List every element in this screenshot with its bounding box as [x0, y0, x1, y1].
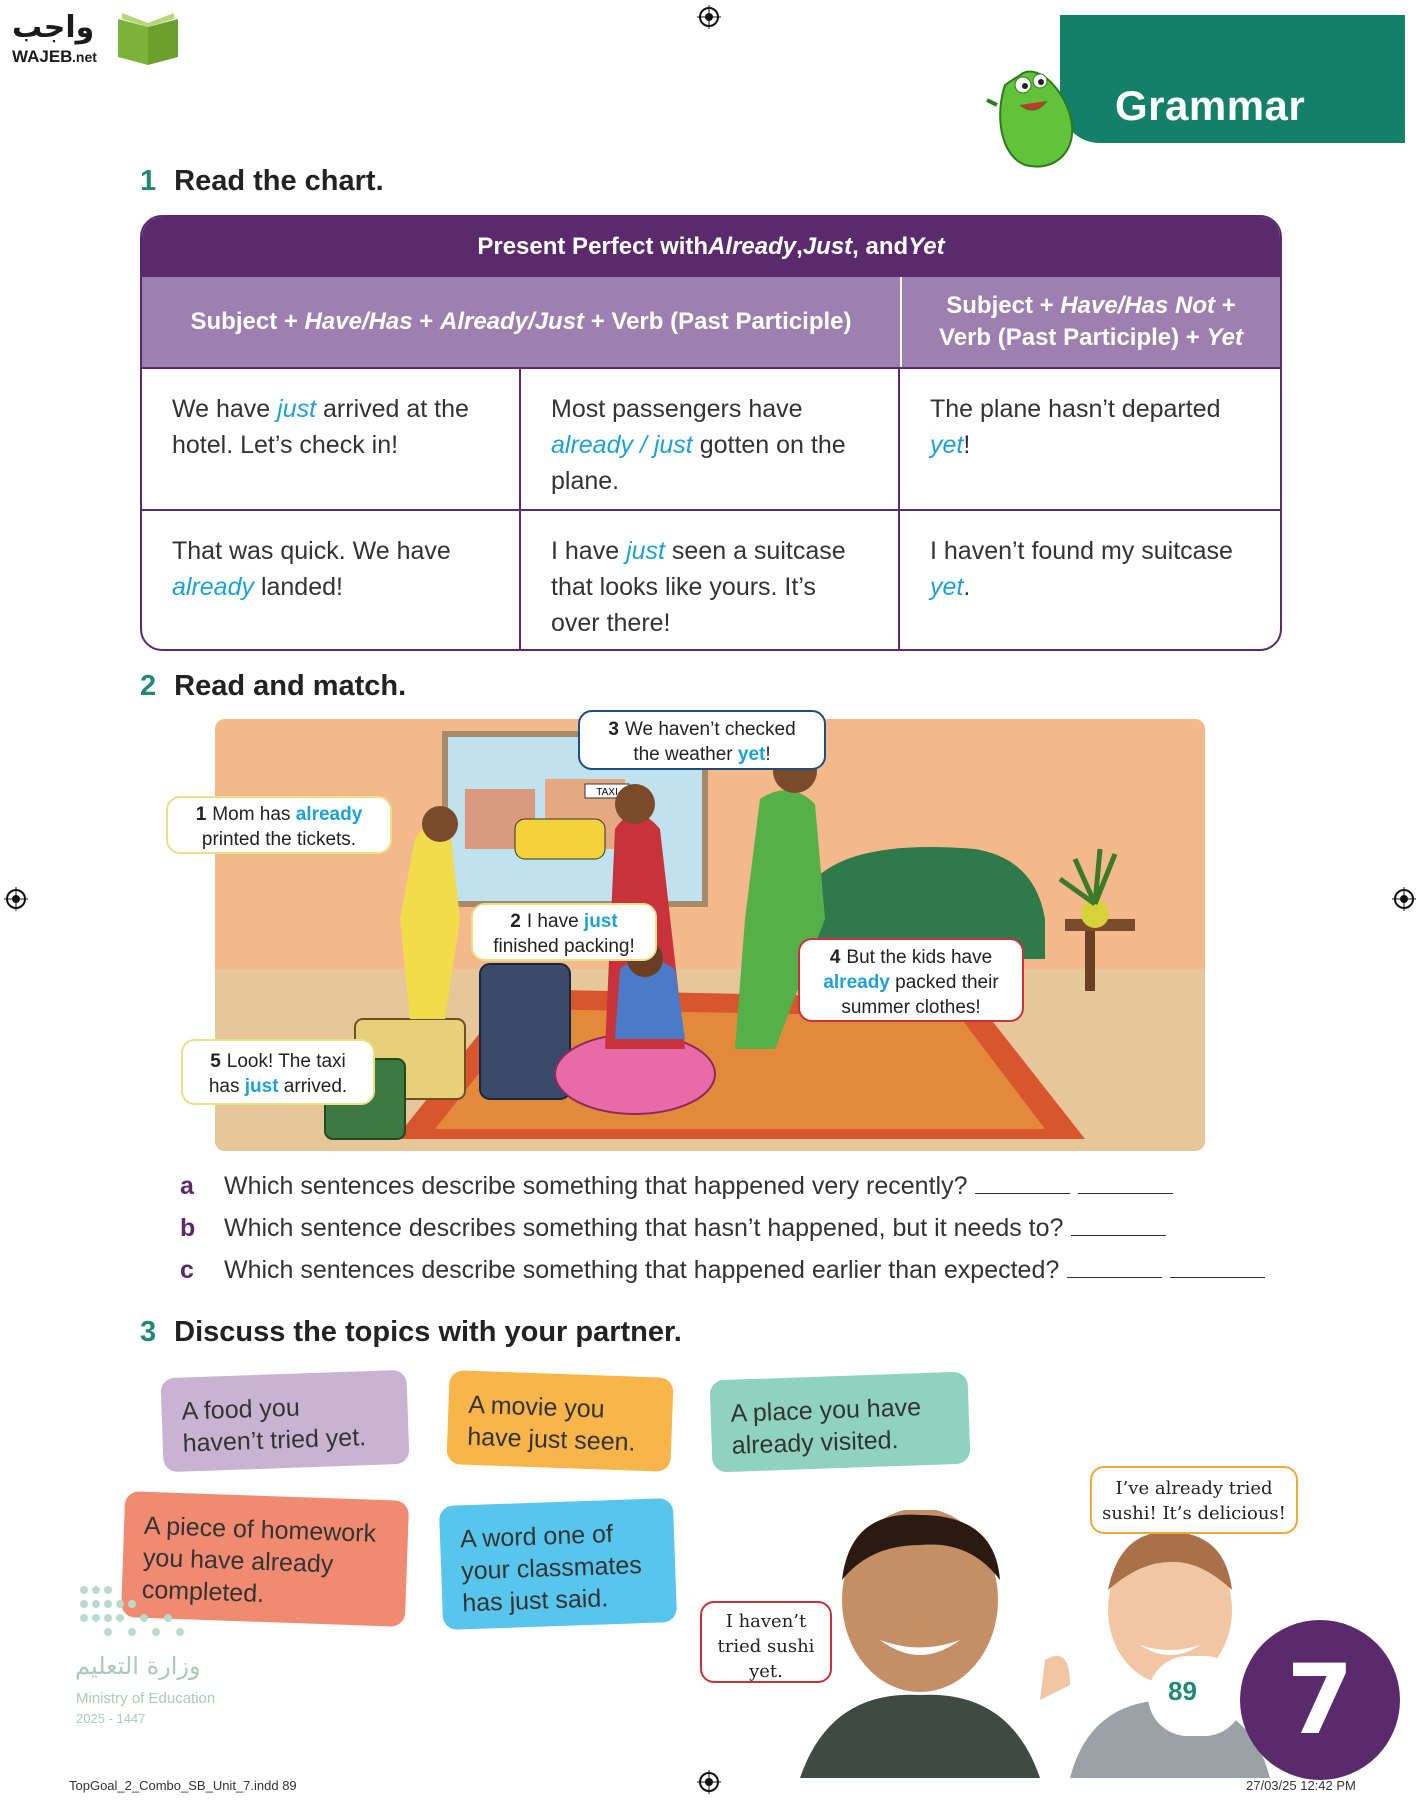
chart-header-affirmative: Subject + Have/Has + Already/Just + Verb (Past Participle) — [142, 277, 902, 367]
chart-row — [142, 367, 1280, 509]
taxi-sign: TAXI — [596, 787, 618, 798]
chart-cell: Most passengers have already / just gotten on the plane. — [521, 369, 900, 509]
speech-bubble-1: 1 Mom has already printed the tickets. — [166, 796, 392, 854]
chart-cell: I haven’t found my suitcase yet. — [930, 537, 1233, 601]
section-instruction: Read the chart. — [174, 165, 384, 197]
ministry-year: 2025 - 1447 — [76, 1711, 146, 1726]
footer-datetime: 27/03/25 12:42 PM — [1246, 1778, 1356, 1793]
grammar-chart — [140, 215, 1282, 651]
speech-bubble-already-tried: I’ve already tried sushi! It’s delicious! — [1090, 1466, 1298, 1534]
section-3-heading — [140, 1316, 682, 1349]
speech-bubble-2: 2 I have just finished packing! — [471, 903, 657, 961]
topic-card: A movie you have just seen. — [446, 1370, 673, 1472]
mascot-monster-icon — [985, 55, 1085, 180]
chart-cell: That was quick. We have already landed! — [142, 511, 521, 649]
answer-blank[interactable] — [1078, 1173, 1173, 1194]
section-title: Grammar — [1115, 82, 1306, 129]
section-number: 2 — [140, 670, 157, 702]
footer-file: TopGoal_2_Combo_SB_Unit_7.indd 89 — [69, 1778, 297, 1793]
logo-arabic: واجب — [12, 10, 95, 45]
ministry-english: Ministry of Education — [76, 1690, 216, 1707]
topic-card: A piece of homework you have already completed. — [121, 1491, 409, 1627]
speech-bubble-5: 5 Look! The taxi has just arrived. — [181, 1039, 375, 1105]
answer-blank[interactable] — [1071, 1215, 1166, 1236]
chart-cell: We have just arrived at the hotel. Let’s check in! — [142, 369, 521, 509]
chart-header-row — [142, 277, 1280, 367]
ministry-dots-icon — [78, 1582, 208, 1647]
section-instruction: Read and match. — [174, 670, 407, 702]
registration-mark-icon — [697, 5, 721, 34]
section-number: 1 — [140, 165, 157, 197]
ministry-arabic: وزارة التعليم — [75, 1652, 201, 1680]
answer-blank[interactable] — [975, 1173, 1070, 1194]
logo-suffix: .net — [72, 49, 97, 65]
question-c: c Which sentences describe something that happened earlier than expected? — [180, 1256, 1265, 1285]
topic-card: A place you have already visited. — [709, 1372, 970, 1473]
registration-mark-icon — [1392, 887, 1416, 916]
registration-mark-icon — [4, 887, 28, 916]
wajeb-logo — [10, 5, 200, 72]
speech-bubble-havent-tried: I haven’t tried sushi yet. — [700, 1601, 832, 1683]
speech-bubble-3: 3 We haven’t checked the weather yet! — [578, 710, 826, 770]
section-2-heading — [140, 670, 406, 703]
topic-card: A food you haven’t tried yet. — [160, 1370, 409, 1473]
chart-row — [142, 509, 1280, 649]
registration-mark-icon — [697, 1770, 721, 1799]
question-a: a Which sentences describe something that happened very recently? — [180, 1172, 1173, 1201]
section-instruction: Discuss the topics with your partner. — [174, 1316, 682, 1348]
answer-blank[interactable] — [1170, 1257, 1265, 1278]
chart-title: Present Perfect with Already , Just , and Yet — [142, 217, 1280, 277]
chart-cell: The plane hasn’t departed yet! — [930, 395, 1221, 459]
unit-number-circle: 7 — [1240, 1620, 1400, 1780]
section-1-heading — [140, 165, 384, 198]
section-number: 3 — [140, 1316, 157, 1348]
answer-blank[interactable] — [1067, 1257, 1162, 1278]
speech-bubble-4: 4 But the kids have already packed their summer clothes! — [798, 938, 1024, 1022]
question-b: b Which sentence describes something that hasn’t happened, but it needs to? — [180, 1214, 1166, 1243]
page-number: 89 — [1168, 1676, 1197, 1706]
logo-latin: WAJEB — [12, 47, 73, 66]
book-icon — [118, 13, 178, 65]
topic-card: A word one of your classmates has just said. — [439, 1498, 677, 1630]
boys-thumbs-illustration — [770, 1510, 1270, 1783]
chart-header-negative: Subject + Have/Has Not + Verb (Past Participle) + Yet — [939, 292, 1243, 351]
chart-cell: I have just seen a suitcase that looks like yours. It’s over there! — [521, 511, 900, 649]
